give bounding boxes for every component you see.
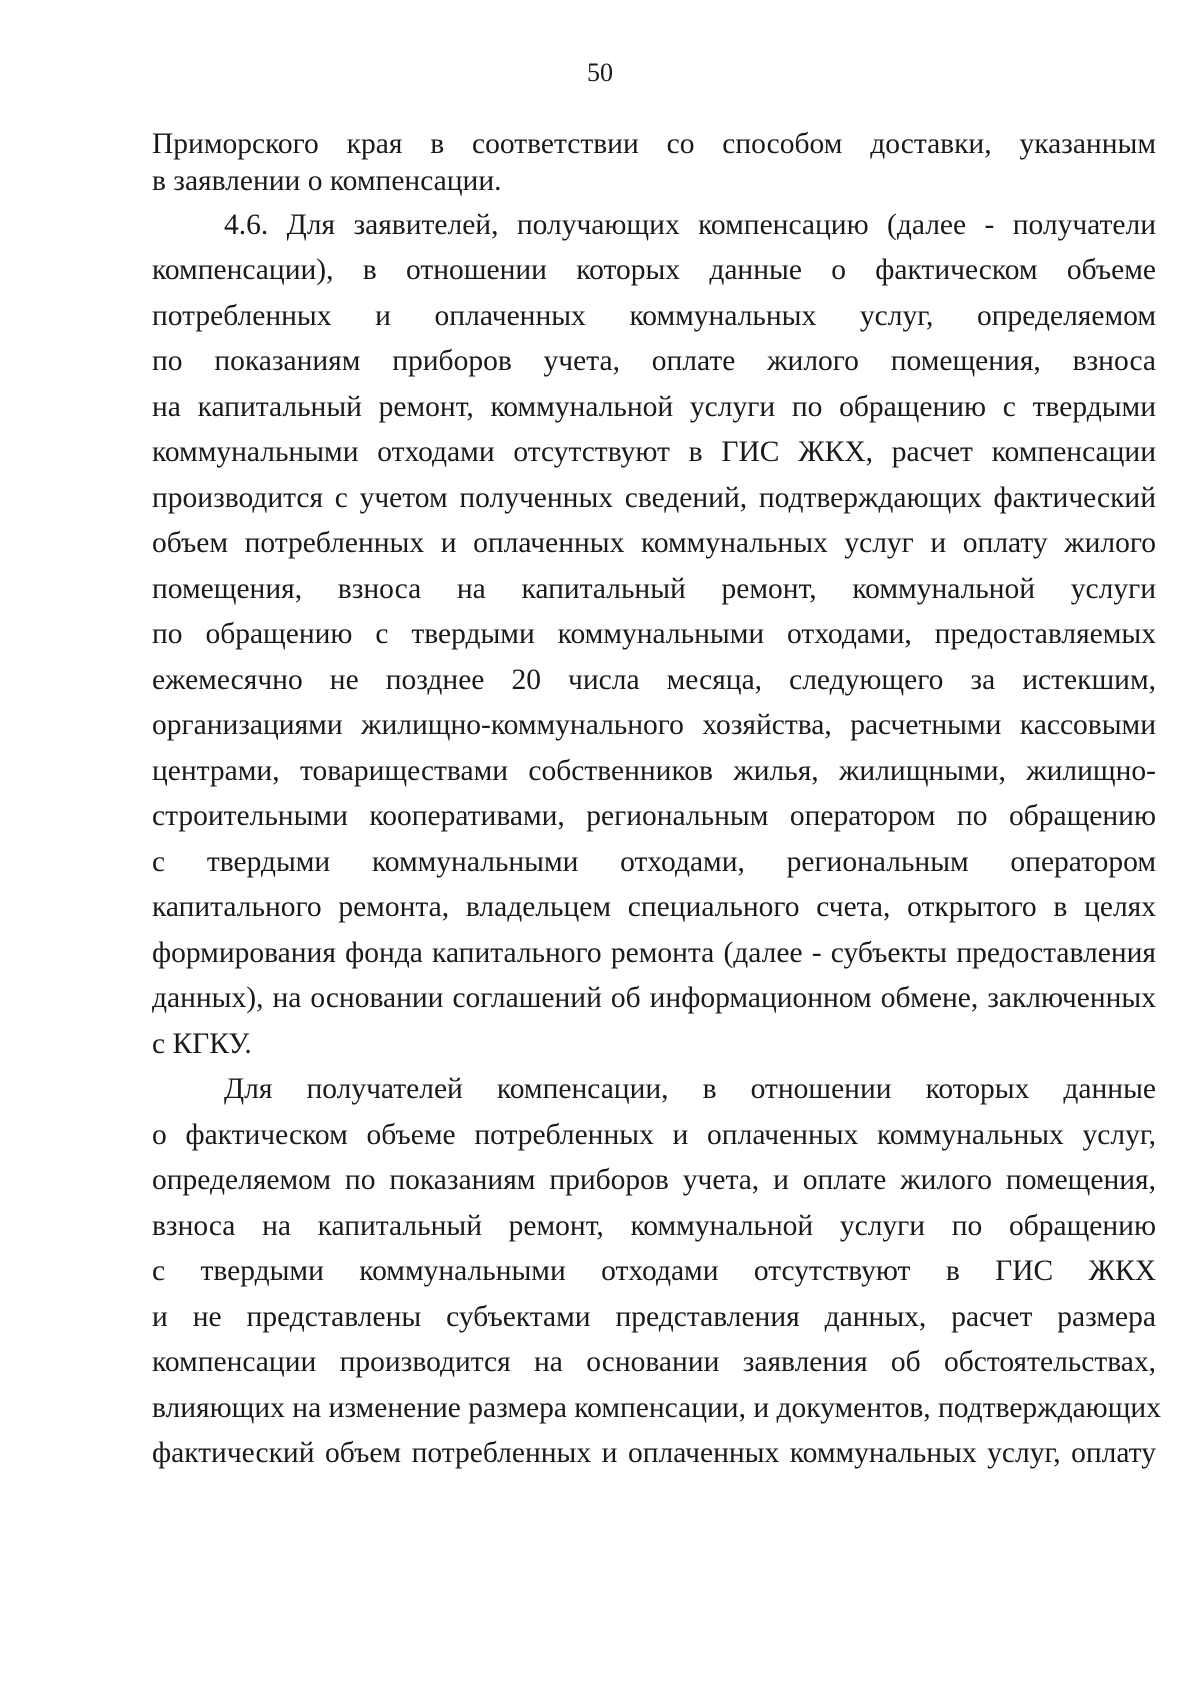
text-line: компенсации), в отношении которых данные о фактическом объеме — [152, 254, 1156, 286]
text-line: с твердыми коммунальными отходами, региональным оператором — [152, 846, 1156, 878]
text-line: ежемесячно не позднее 20 числа месяца, следующего за истекшим, — [152, 664, 1156, 696]
text-line: влияющих на изменение размера компенсации, и документов, подтверждающих — [152, 1392, 1161, 1424]
text-line: с твердыми коммунальными отходами отсутствуют в ГИС ЖКХ — [152, 1255, 1156, 1287]
text-line: о фактическом объеме потребленных и оплаченных коммунальных услуг, — [152, 1119, 1156, 1151]
text-line: центрами, товариществами собственников жилья, жилищными, жилищно- — [152, 755, 1156, 787]
text-line: формирования фонда капитального ремонта (далее - субъекты предоставления — [152, 937, 1156, 969]
text-line: в заявлении о компенсации. — [152, 165, 502, 197]
text-line: организациями жилищно-коммунального хозяйства, расчетными кассовыми — [152, 709, 1156, 741]
text-line: с КГКУ. — [152, 1028, 252, 1060]
text-line: по обращению с твердыми коммунальными отходами, предоставляемых — [152, 618, 1156, 650]
text-line: по показаниям приборов учета, оплате жилого помещения, взноса — [152, 345, 1156, 377]
paragraph-line: 4.6. Для заявителей, получающих компенсацию (далее - получатели — [224, 209, 1156, 241]
text-line: и не представлены субъектами представления данных, расчет размера — [152, 1301, 1156, 1333]
text-line: объем потребленных и оплаченных коммунальных услуг и оплату жилого — [152, 527, 1156, 559]
text-line: компенсации производится на основании заявления об обстоятельствах, — [152, 1346, 1156, 1378]
text-line: коммунальными отходами отсутствуют в ГИС ЖКХ, расчет компенсации — [152, 436, 1156, 468]
text-line: фактический объем потребленных и оплаченных коммунальных услуг, оплату — [152, 1437, 1156, 1469]
page-number: 50 — [587, 58, 613, 87]
text-line: капитального ремонта, владельцем специального счета, открытого в целях — [152, 891, 1156, 923]
text-line: Приморского края в соответствии со способом доставки, указанным — [152, 128, 1156, 160]
text-line: потребленных и оплаченных коммунальных услуг, определяемом — [152, 300, 1156, 332]
text-line: определяемом по показаниям приборов учета, и оплате жилого помещения, — [152, 1164, 1156, 1196]
text-line: данных), на основании соглашений об информационном обмене, заключенных — [152, 982, 1156, 1014]
text-line: строительными кооперативами, региональным оператором по обращению — [152, 800, 1156, 832]
paragraph-line: Для получателей компенсации, в отношении которых данные — [224, 1073, 1156, 1105]
text-line: производится с учетом полученных сведений, подтверждающих фактический — [152, 482, 1156, 514]
text-line: помещения, взноса на капитальный ремонт, коммунальной услуги — [152, 573, 1156, 605]
text-line: на капитальный ремонт, коммунальной услуги по обращению с твердыми — [152, 391, 1156, 423]
text-line: взноса на капитальный ремонт, коммунальной услуги по обращению — [152, 1210, 1156, 1242]
